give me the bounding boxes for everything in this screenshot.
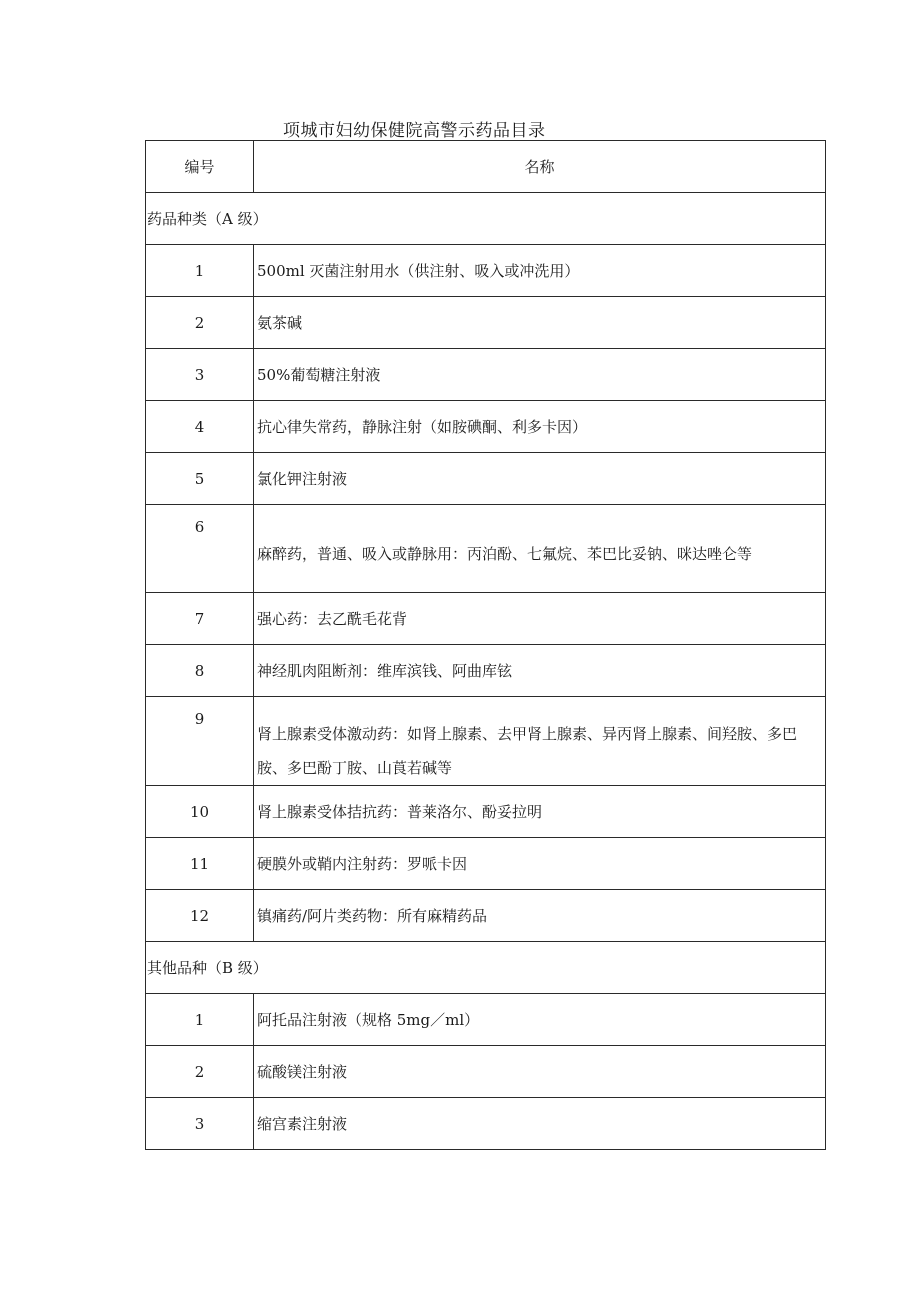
row-name: 50%葡萄糖注射液	[254, 349, 826, 401]
header-name: 名称	[254, 141, 826, 193]
row-name: 500ml 灭菌注射用水（供注射、吸入或冲洗用）	[254, 245, 826, 297]
row-number: 2	[146, 1046, 254, 1098]
row-name: 肾上腺素受体激动药：如肾上腺素、去甲肾上腺素、异丙肾上腺素、间羟胺、多巴胺、多巴酚丁胺、山莨若碱等	[254, 697, 826, 786]
row-name: 抗心律失常药，静脉注射（如胺碘酮、利多卡因）	[254, 401, 826, 453]
row-name: 强心药：去乙酰毛花背	[254, 593, 826, 645]
table-row	[146, 349, 826, 401]
row-number: 9	[146, 697, 254, 786]
section-label-a: 药品种类（A 级）	[146, 193, 826, 245]
row-number: 11	[146, 838, 254, 890]
row-name: 神经肌肉阻断剂：维库滨钱、阿曲库铉	[254, 645, 826, 697]
row-number: 1	[146, 245, 254, 297]
row-number: 3	[146, 1098, 254, 1150]
row-name: 缩宫素注射液	[254, 1098, 826, 1150]
table-row	[146, 1098, 826, 1150]
section-row-b	[146, 942, 826, 994]
row-number: 12	[146, 890, 254, 942]
table-row	[146, 401, 826, 453]
table-row	[146, 994, 826, 1046]
row-number: 5	[146, 453, 254, 505]
table-row	[146, 245, 826, 297]
table-row	[146, 453, 826, 505]
table-row	[146, 1046, 826, 1098]
document-title: 项城市妇幼保健院高警示药品目录	[283, 121, 546, 141]
row-number: 1	[146, 994, 254, 1046]
table-row	[146, 593, 826, 645]
section-label-b: 其他品种（B 级）	[146, 942, 826, 994]
row-number: 3	[146, 349, 254, 401]
section-row-a	[146, 193, 826, 245]
row-name: 硫酸镁注射液	[254, 1046, 826, 1098]
row-name: 氨茶碱	[254, 297, 826, 349]
row-number: 7	[146, 593, 254, 645]
table-row	[146, 890, 826, 942]
row-name: 肾上腺素受体拮抗药：普莱洛尔、酚妥拉明	[254, 786, 826, 838]
row-name: 镇痛药/阿片类药物：所有麻精药品	[254, 890, 826, 942]
row-name: 麻醉药，普通、吸入或静脉用：丙泊酚、七氟烷、苯巴比妥钠、咪达唑仑等	[254, 505, 826, 593]
table-row	[146, 786, 826, 838]
table-row	[146, 505, 826, 593]
table-row	[146, 838, 826, 890]
row-name: 阿托品注射液（规格 5mg／ml）	[254, 994, 826, 1046]
row-name: 硬膜外或鞘内注射药：罗哌卡因	[254, 838, 826, 890]
row-number: 4	[146, 401, 254, 453]
header-number: 编号	[146, 141, 254, 193]
table-row	[146, 297, 826, 349]
row-number: 6	[146, 505, 254, 593]
high-alert-drug-table	[145, 140, 826, 1150]
row-number: 10	[146, 786, 254, 838]
row-name: 氯化钾注射液	[254, 453, 826, 505]
table-row	[146, 697, 826, 786]
table-row	[146, 645, 826, 697]
row-number: 2	[146, 297, 254, 349]
table-header-row	[146, 141, 826, 193]
row-number: 8	[146, 645, 254, 697]
